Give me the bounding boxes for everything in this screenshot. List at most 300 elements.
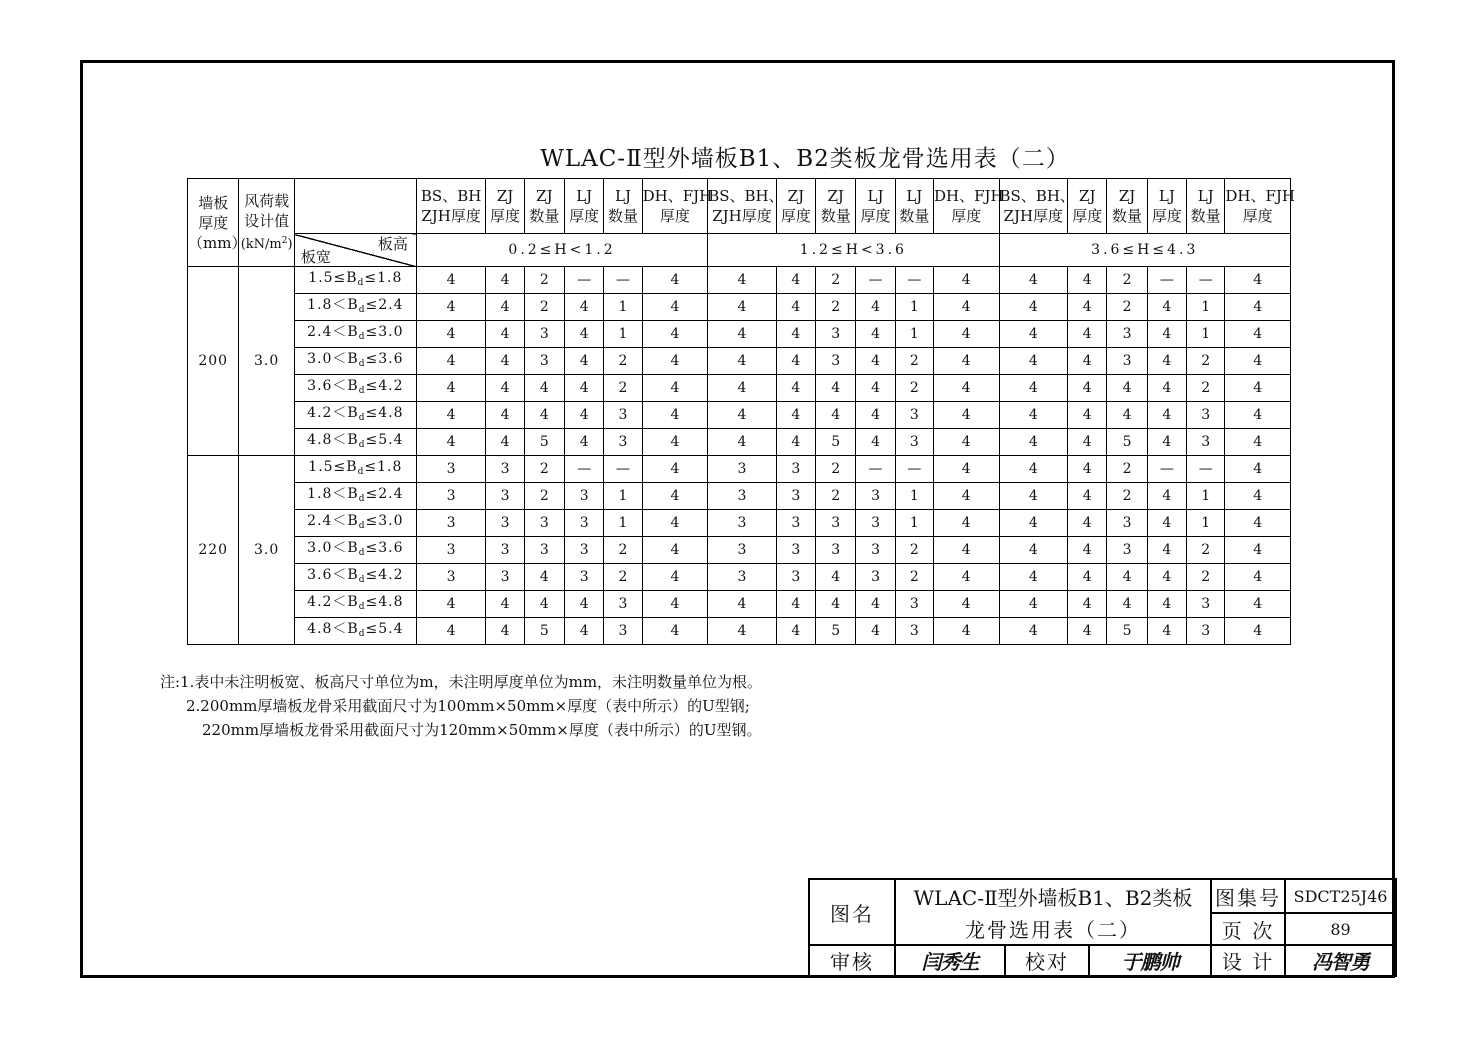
column-header-line: ZJ xyxy=(827,187,844,205)
value-cell: 4 xyxy=(708,375,777,402)
column-header xyxy=(1187,179,1225,234)
design-label: 设 计 xyxy=(1211,945,1285,976)
value-cell: 4 xyxy=(999,483,1068,510)
column-header xyxy=(856,179,895,234)
value-cell: 4 xyxy=(856,294,895,321)
value-cell: 4 xyxy=(776,375,815,402)
value-cell: 3 xyxy=(1187,429,1225,456)
value-cell: 1 xyxy=(895,510,933,537)
value-cell: 5 xyxy=(1107,618,1147,645)
value-cell: 4 xyxy=(999,456,1068,483)
value-cell: 4 xyxy=(1147,564,1186,591)
value-cell: 4 xyxy=(708,294,777,321)
value-cell: 2 xyxy=(1107,483,1147,510)
column-header-line: 厚度 xyxy=(659,207,690,225)
note-line-3: 220mm厚墙板龙骨采用截面尺寸为120mm×50mm×厚度（表中所示）的U型钢。 xyxy=(202,721,762,739)
atlas-no-label: 图集号 xyxy=(1211,879,1285,913)
value-cell: 4 xyxy=(642,483,708,510)
note-line-1: 注:1.表中未注明板宽、板高尺寸单位为m，未注明厚度单位为mm，未注明数量单位为根。 xyxy=(160,673,763,691)
value-cell: 3 xyxy=(565,510,604,537)
value-cell: 4 xyxy=(934,537,1000,564)
value-cell: 3 xyxy=(416,510,486,537)
notes xyxy=(160,670,762,742)
header-wall-thickness-line: （mm） xyxy=(188,233,247,252)
value-cell: — xyxy=(895,267,933,294)
drawing-name-line1: WLAC-Ⅱ型外墙板B1、B2类板 xyxy=(895,879,1211,913)
value-cell: 4 xyxy=(565,618,604,645)
value-cell: 3 xyxy=(895,429,933,456)
value-cell: 3 xyxy=(776,537,815,564)
value-cell: 3 xyxy=(524,348,564,375)
value-cell: 4 xyxy=(1068,294,1107,321)
value-cell: 4 xyxy=(642,618,708,645)
value-cell: 2 xyxy=(816,267,856,294)
value-cell: 3 xyxy=(856,537,895,564)
column-header-line: 厚度 xyxy=(490,207,521,225)
value-cell: 4 xyxy=(486,321,524,348)
value-cell: — xyxy=(1187,267,1225,294)
value-cell: 3 xyxy=(416,537,486,564)
value-cell: 4 xyxy=(856,591,895,618)
value-cell: 4 xyxy=(486,429,524,456)
column-header-line: LJ xyxy=(906,187,923,205)
value-cell: 2 xyxy=(604,375,642,402)
column-header xyxy=(416,179,486,234)
width-subscript: d xyxy=(358,304,366,315)
column-header-line: 数量 xyxy=(820,207,851,225)
value-cell: 4 xyxy=(1107,564,1147,591)
value-cell: 2 xyxy=(895,348,933,375)
value-cell: 2 xyxy=(1107,267,1147,294)
value-cell: 4 xyxy=(999,267,1068,294)
value-cell: 4 xyxy=(934,348,1000,375)
column-header-line: LJ xyxy=(576,187,593,205)
value-cell: 2 xyxy=(604,564,642,591)
value-cell: 4 xyxy=(776,402,815,429)
value-cell: 5 xyxy=(816,618,856,645)
width-range-cell: $1.8<B_d\le 2.4$ xyxy=(294,294,416,321)
value-cell: 3 xyxy=(1107,537,1147,564)
value-cell: 1 xyxy=(604,294,642,321)
value-cell: 4 xyxy=(934,456,1000,483)
value-cell: 3 xyxy=(1107,321,1147,348)
value-cell: 3 xyxy=(816,510,856,537)
value-cell: 4 xyxy=(416,375,486,402)
value-cell: 3 xyxy=(565,537,604,564)
width-subscript: d xyxy=(358,358,366,369)
column-header-line: LJ xyxy=(1197,187,1214,205)
table-row xyxy=(188,456,1291,483)
value-cell: 3 xyxy=(524,321,564,348)
value-cell: 4 xyxy=(934,564,1000,591)
table-row xyxy=(188,375,1291,402)
value-cell: 3 xyxy=(708,510,777,537)
value-cell: 3 xyxy=(856,510,895,537)
page-label: 页 次 xyxy=(1211,913,1285,945)
column-header xyxy=(999,179,1075,234)
column-header-line: 数量 xyxy=(607,207,638,225)
value-cell: 4 xyxy=(486,348,524,375)
page-title: WLAC-Ⅱ型外墙板B1、B2类板龙骨选用表（二） xyxy=(540,146,1070,172)
value-cell: 3 xyxy=(604,402,642,429)
value-cell: 2 xyxy=(524,483,564,510)
column-header-line: 厚度 xyxy=(780,207,811,225)
value-cell: 4 xyxy=(416,618,486,645)
value-cell: 4 xyxy=(416,348,486,375)
value-cell: — xyxy=(1147,456,1186,483)
value-cell: 3 xyxy=(856,564,895,591)
width-range-cell: $2.4<B_d\le 3.0$ xyxy=(294,321,416,348)
header-wall-thickness-line: 墙板 xyxy=(198,193,229,212)
value-cell: 4 xyxy=(486,591,524,618)
value-cell: 3 xyxy=(708,483,777,510)
width-range-cell: $2.4<B_d\le 3.0$ xyxy=(294,510,416,537)
value-cell: 3 xyxy=(856,483,895,510)
value-cell: 4 xyxy=(486,618,524,645)
value-cell: 3 xyxy=(1107,510,1147,537)
check-label: 校对 xyxy=(1005,945,1089,976)
table-row xyxy=(188,321,1291,348)
value-cell: 4 xyxy=(1147,402,1186,429)
value-cell: 4 xyxy=(642,564,708,591)
table-row xyxy=(188,483,1291,510)
value-cell: 4 xyxy=(999,348,1068,375)
value-cell: — xyxy=(856,267,895,294)
value-cell: 4 xyxy=(1107,591,1147,618)
value-cell: 4 xyxy=(565,294,604,321)
value-cell: 4 xyxy=(1068,456,1107,483)
table-row xyxy=(188,294,1291,321)
title-block xyxy=(808,878,1397,977)
value-cell: 2 xyxy=(1107,294,1147,321)
wind-load-cell: 3.0 xyxy=(239,456,294,645)
header-blank xyxy=(294,179,416,234)
value-cell: 3 xyxy=(524,537,564,564)
value-cell: 4 xyxy=(708,348,777,375)
header-wind-load-line: 设计值 xyxy=(244,211,290,230)
column-header xyxy=(895,179,933,234)
value-cell: 4 xyxy=(524,564,564,591)
value-cell: 4 xyxy=(1068,591,1107,618)
value-cell: 4 xyxy=(776,348,815,375)
value-cell: 4 xyxy=(999,429,1068,456)
width-subscript: d xyxy=(358,601,366,612)
value-cell: 3 xyxy=(895,618,933,645)
value-cell: 3 xyxy=(565,564,604,591)
value-cell: 4 xyxy=(1147,429,1186,456)
value-cell: 3 xyxy=(895,591,933,618)
value-cell: — xyxy=(565,456,604,483)
table-row xyxy=(188,537,1291,564)
header-wind-load-line: 风荷载 xyxy=(244,191,290,210)
column-header-line: 数量 xyxy=(1112,207,1143,225)
column-header-line: ZJ xyxy=(787,187,805,205)
column-header-line: 厚度 xyxy=(1242,207,1273,225)
value-cell: 2 xyxy=(1187,348,1225,375)
column-header-line: ZJ xyxy=(536,187,553,205)
value-cell: 4 xyxy=(934,375,1000,402)
value-cell: 4 xyxy=(416,321,486,348)
check-signature: 于鹏帅 xyxy=(1089,945,1211,976)
column-header xyxy=(524,179,564,234)
value-cell: — xyxy=(1147,267,1186,294)
value-cell: 4 xyxy=(565,321,604,348)
value-cell: 5 xyxy=(816,429,856,456)
width-height-diagonal-header xyxy=(294,234,416,267)
column-header xyxy=(565,179,604,234)
value-cell: 2 xyxy=(816,294,856,321)
header-row xyxy=(188,179,1291,234)
value-cell: 4 xyxy=(642,321,708,348)
value-cell: 4 xyxy=(708,429,777,456)
value-cell: 1 xyxy=(895,483,933,510)
value-cell: 3 xyxy=(776,483,815,510)
value-cell: 4 xyxy=(856,348,895,375)
table-row xyxy=(188,618,1291,645)
value-cell: 4 xyxy=(524,402,564,429)
value-cell: 4 xyxy=(776,267,815,294)
value-cell: 3 xyxy=(708,537,777,564)
value-cell: 4 xyxy=(1068,267,1107,294)
value-cell: 3 xyxy=(486,510,524,537)
value-cell: 4 xyxy=(486,267,524,294)
column-header xyxy=(1147,179,1186,234)
header-wall-thickness xyxy=(188,179,247,267)
column-header-line: 厚度 xyxy=(1151,207,1182,225)
value-cell: 4 xyxy=(999,375,1068,402)
width-subscript: d xyxy=(357,466,365,477)
table-row xyxy=(188,348,1291,375)
width-subscript: d xyxy=(358,385,366,396)
column-header-line: BS、BH、 xyxy=(999,187,1075,205)
value-cell: 4 xyxy=(642,537,708,564)
value-cell: 4 xyxy=(524,375,564,402)
width-subscript: d xyxy=(358,493,366,504)
value-cell: 4 xyxy=(1225,537,1291,564)
value-cell: 3 xyxy=(604,429,642,456)
width-range-cell: $4.2<B_d\le 4.8$ xyxy=(294,402,416,429)
value-cell: 4 xyxy=(999,537,1068,564)
column-header xyxy=(708,179,784,234)
review-label: 审核 xyxy=(809,945,895,976)
column-header-line: DH、FJH xyxy=(1225,187,1295,205)
value-cell: — xyxy=(565,267,604,294)
header-wind-load-line: $(kN/m^2)$ xyxy=(240,235,293,252)
value-cell: 3 xyxy=(1187,591,1225,618)
column-header xyxy=(486,179,524,234)
table-row xyxy=(188,267,1291,294)
value-cell: 3 xyxy=(776,456,815,483)
value-cell: — xyxy=(895,456,933,483)
value-cell: 5 xyxy=(1107,429,1147,456)
column-header xyxy=(1225,179,1295,234)
column-header xyxy=(642,179,713,234)
column-header xyxy=(604,179,642,234)
value-cell: 4 xyxy=(776,321,815,348)
header-wall-thickness-line: 厚度 xyxy=(198,213,229,232)
value-cell: 4 xyxy=(1225,267,1291,294)
value-cell: 3 xyxy=(708,456,777,483)
column-header-line: DH、FJH xyxy=(642,187,713,205)
width-label: 板宽 xyxy=(300,248,331,266)
value-cell: 4 xyxy=(642,591,708,618)
value-cell: 4 xyxy=(1107,375,1147,402)
value-cell: 4 xyxy=(1068,348,1107,375)
table-row xyxy=(188,591,1291,618)
value-cell: 4 xyxy=(642,510,708,537)
value-cell: 4 xyxy=(999,618,1068,645)
header-wind-load xyxy=(239,179,294,267)
column-header xyxy=(1107,179,1147,234)
value-cell: 4 xyxy=(1225,375,1291,402)
value-cell: 3 xyxy=(604,591,642,618)
value-cell: 4 xyxy=(486,294,524,321)
value-cell: 3 xyxy=(816,348,856,375)
value-cell: 4 xyxy=(1068,537,1107,564)
height-range-header: 3.6≤H≤4.3 xyxy=(999,234,1290,267)
value-cell: 3 xyxy=(604,618,642,645)
value-cell: 1 xyxy=(1187,510,1225,537)
value-cell: 4 xyxy=(524,591,564,618)
value-cell: 2 xyxy=(895,537,933,564)
value-cell: 4 xyxy=(1147,375,1186,402)
value-cell: 4 xyxy=(1225,321,1291,348)
design-signature: 冯智勇 xyxy=(1285,945,1396,976)
height-label: 板高 xyxy=(377,235,408,253)
value-cell: 1 xyxy=(1187,321,1225,348)
value-cell: 4 xyxy=(816,591,856,618)
value-cell: 4 xyxy=(1225,591,1291,618)
width-range-cell: $4.8<B_d\le 5.4$ xyxy=(294,618,416,645)
keel-selection-table xyxy=(187,178,1295,645)
value-cell: 4 xyxy=(776,429,815,456)
width-range-cell: $1.5\le B_d\le 1.8$ xyxy=(294,267,416,294)
value-cell: 4 xyxy=(1225,402,1291,429)
column-header-line: 数量 xyxy=(1190,207,1221,225)
value-cell: 2 xyxy=(524,456,564,483)
width-range-cell: $3.6<B_d\le 4.2$ xyxy=(294,564,416,591)
value-cell: 4 xyxy=(934,510,1000,537)
value-cell: 3 xyxy=(776,510,815,537)
column-header-line: BS、BH、 xyxy=(708,187,784,205)
value-cell: 4 xyxy=(708,321,777,348)
value-cell: 4 xyxy=(1225,564,1291,591)
value-cell: 4 xyxy=(565,429,604,456)
column-header-line: DH、FJH xyxy=(934,187,1004,205)
height-range-header: 0.2≤H<1.2 xyxy=(416,234,707,267)
note-line-2: 2.200mm厚墙板龙骨采用截面尺寸为100mm×50mm×厚度（表中所示）的U型钢; xyxy=(186,697,750,715)
value-cell: 4 xyxy=(642,456,708,483)
width-subscript: d xyxy=(358,439,366,450)
width-range-cell: $1.5\le B_d\le 1.8$ xyxy=(294,456,416,483)
column-header-line: 数量 xyxy=(899,207,930,225)
value-cell: 3 xyxy=(486,483,524,510)
value-cell: 4 xyxy=(999,564,1068,591)
column-header-line: BS、BH xyxy=(420,187,482,205)
column-header xyxy=(816,179,856,234)
value-cell: 4 xyxy=(642,375,708,402)
value-cell: 4 xyxy=(1225,294,1291,321)
width-range-cell: $1.8<B_d\le 2.4$ xyxy=(294,483,416,510)
column-header-line: ZJH厚度 xyxy=(1003,207,1064,225)
column-header xyxy=(934,179,1004,234)
table-row xyxy=(188,402,1291,429)
value-cell: 4 xyxy=(856,618,895,645)
column-header-line: LJ xyxy=(615,187,631,205)
value-cell: 4 xyxy=(1225,456,1291,483)
value-cell: 4 xyxy=(1225,483,1291,510)
value-cell: 4 xyxy=(1068,429,1107,456)
value-cell: 2 xyxy=(604,348,642,375)
value-cell: 2 xyxy=(1187,537,1225,564)
value-cell: 4 xyxy=(856,429,895,456)
value-cell: 3 xyxy=(1187,618,1225,645)
value-cell: 4 xyxy=(934,591,1000,618)
column-header-line: 厚度 xyxy=(860,207,891,225)
value-cell: 4 xyxy=(816,564,856,591)
value-cell: 2 xyxy=(1107,456,1147,483)
value-cell: 4 xyxy=(565,402,604,429)
value-cell: 4 xyxy=(999,402,1068,429)
width-subscript: d xyxy=(358,331,366,342)
table-row xyxy=(188,564,1291,591)
value-cell: 4 xyxy=(776,591,815,618)
table-row xyxy=(188,510,1291,537)
value-cell: 4 xyxy=(1068,564,1107,591)
column-header-line: ZJH厚度 xyxy=(712,207,772,225)
value-cell: 4 xyxy=(642,402,708,429)
value-cell: 4 xyxy=(934,483,1000,510)
value-cell: 4 xyxy=(856,402,895,429)
value-cell: 4 xyxy=(708,591,777,618)
page-no: 89 xyxy=(1285,913,1396,945)
width-range-cell: $3.0<B_d\le 3.6$ xyxy=(294,537,416,564)
value-cell: 4 xyxy=(708,267,777,294)
value-cell: 4 xyxy=(416,429,486,456)
column-header-line: ZJ xyxy=(1079,187,1096,205)
value-cell: 4 xyxy=(1068,483,1107,510)
value-cell: 4 xyxy=(1068,402,1107,429)
value-cell: 1 xyxy=(604,321,642,348)
drawing-name-label: 图名 xyxy=(809,879,895,945)
value-cell: 4 xyxy=(642,429,708,456)
value-cell: 4 xyxy=(565,591,604,618)
value-cell: 4 xyxy=(999,591,1068,618)
value-cell: 3 xyxy=(895,402,933,429)
value-cell: 2 xyxy=(895,375,933,402)
value-cell: 4 xyxy=(416,402,486,429)
column-header-line: 厚度 xyxy=(569,207,600,225)
column-header-line: 厚度 xyxy=(951,207,982,225)
value-cell: 4 xyxy=(1147,510,1186,537)
value-cell: 4 xyxy=(1068,618,1107,645)
value-cell: 2 xyxy=(524,294,564,321)
value-cell: 3 xyxy=(776,564,815,591)
value-cell: 4 xyxy=(1068,510,1107,537)
value-cell: — xyxy=(604,267,642,294)
column-header-line: 厚度 xyxy=(1072,207,1103,225)
value-cell: 4 xyxy=(565,375,604,402)
value-cell: 3 xyxy=(486,564,524,591)
value-cell: 4 xyxy=(856,375,895,402)
column-header-line: LJ xyxy=(1158,187,1175,205)
width-range-cell: $3.0<B_d\le 3.6$ xyxy=(294,348,416,375)
value-cell: 4 xyxy=(934,429,1000,456)
value-cell: 5 xyxy=(524,618,564,645)
drawing-name-line2: 龙骨选用表（二） xyxy=(895,913,1211,945)
value-cell: 4 xyxy=(1225,429,1291,456)
value-cell: 4 xyxy=(486,375,524,402)
